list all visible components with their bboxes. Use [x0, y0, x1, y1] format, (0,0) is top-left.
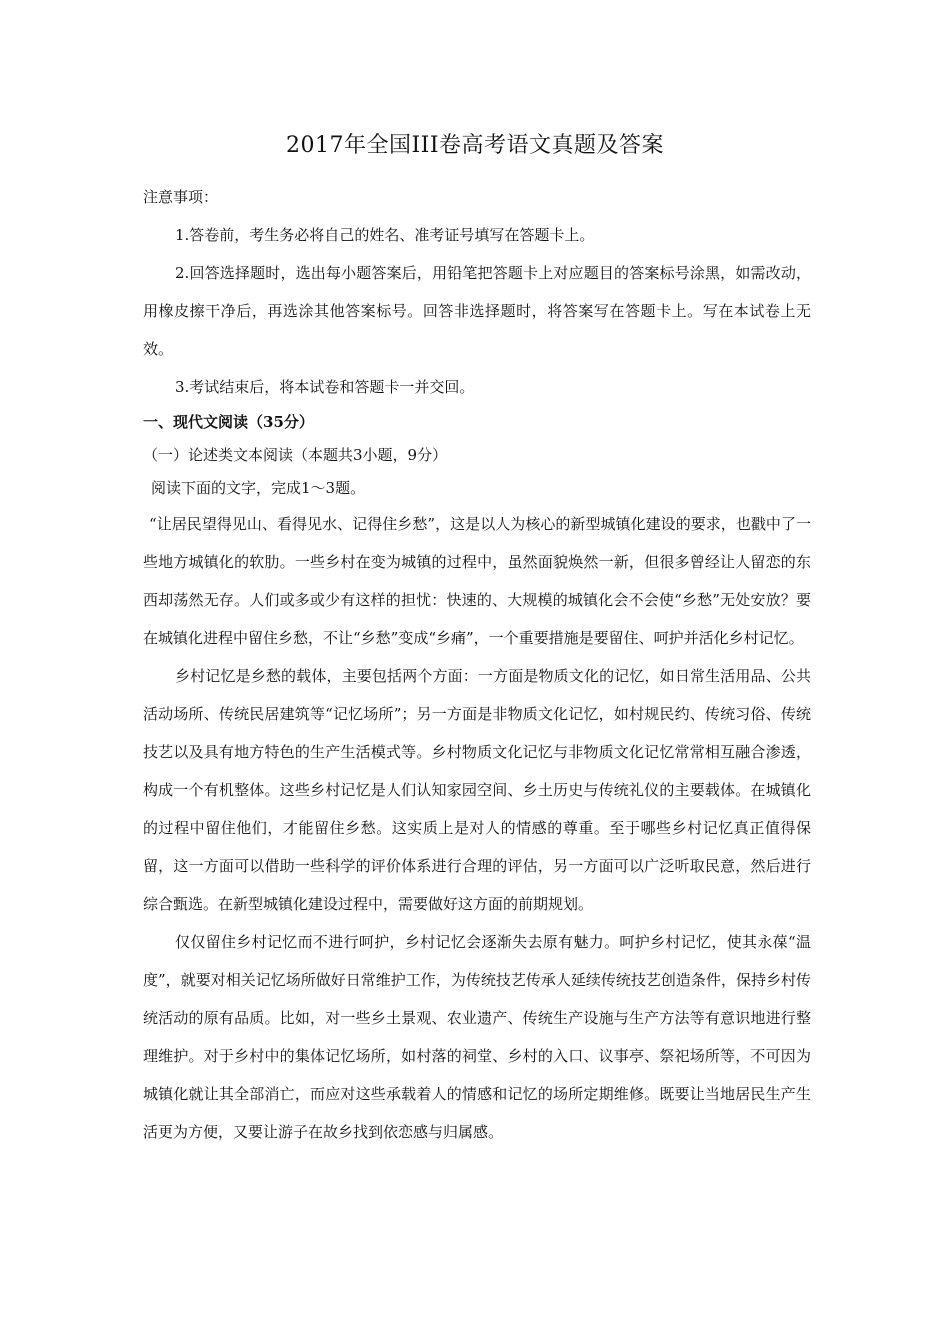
section-heading: 一、现代文阅读（35分）: [143, 413, 314, 431]
reading-instruction: 阅读下面的文字，完成1～3题。: [151, 479, 366, 497]
notice-item-3: 3.考试结束后，将本试卷和答题卡一并交回。: [175, 378, 475, 396]
notice-heading: 注意事项：: [143, 188, 219, 206]
passage-paragraph-2: 乡村记忆是乡愁的载体，主要包括两个方面：一方面是物质文化的记忆，如日常生活用品、公共活动场所、传统民居建筑等“记忆场所”；另一方面是非物质文化记忆，如村规民约、传统习俗、传统技艺以及具有地方特色的生产生活模式等。乡村物质文化记忆与非物质文化记忆常常相互融合渗透，构成一个有机整体。这些乡村记忆是人们认知家园空间、乡土历史与传统礼仪的主要载体。在城镇化的过程中留住他们，才能留住乡愁。这实质上是对人的情感的尊重。至于哪些乡村记忆真正值得保留，这一方面可以借助一些科学的评价体系进行合理的评估，另一方面可以广泛听取民意，然后进行综合甄选。在新型城镇化建设过程中，需要做好这方面的前期规划。: [143, 667, 811, 913]
passage-paragraph-1: “让居民望得见山、看得见水、记得住乡愁”，这是以人为核心的新型城镇化建设的要求，也戳中了一些地方城镇化的软肋。一些乡村在变为城镇的过程中，虽然面貌焕然一新，但很多曾经让人留恋的东西却荡然无存。人们或多或少有这样的担忧：快速的、大规模的城镇化会不会使“乡愁”无处安放？要在城镇化进程中留住乡愁，不让“乡愁”变成“乡痛”，一个重要措施是要留住、呵护并活化乡村记忆。: [143, 515, 811, 647]
document-body: [143, 178, 811, 1151]
document-title: 2017年全国III卷高考语文真题及答案: [285, 133, 665, 158]
notice-item-1: 1.答卷前，考生务必将自己的姓名、准考证号填写在答题卡上。: [175, 226, 595, 244]
subsection-heading: （一）论述类文本阅读（本题共3小题，9分）: [143, 446, 448, 464]
notice-item-2: 2.回答选择题时，选出每小题答案后，用铅笔把答题卡上对应题目的答案标号涂黑，如需改动，用橡皮擦干净后，再选涂其他答案标号。回答非选择题时，将答案写在答题卡上。写在本试卷上无效。: [143, 264, 811, 358]
passage-paragraph-3: 仅仅留住乡村记忆而不进行呵护，乡村记忆会逐渐失去原有魅力。呵护乡村记忆，使其永葆“温度”，就要对相关记忆场所做好日常维护工作，为传统技艺传承人延续传统技艺创造条件，保持乡村传统活动的原有品质。比如，对一些乡土景观、农业遗产、传统生产设施与生产方法等有意识地进行整理维护。对于乡村中的集体记忆场所，如村落的祠堂、乡村的入口、议事亭、祭祀场所等，不可因为城镇化就让其全部消亡，而应对这些承载着人的情感和记忆的场所定期维修。既要让当地居民生产生活更为方便，又要让游子在故乡找到依恋感与归属感。: [143, 933, 811, 1141]
